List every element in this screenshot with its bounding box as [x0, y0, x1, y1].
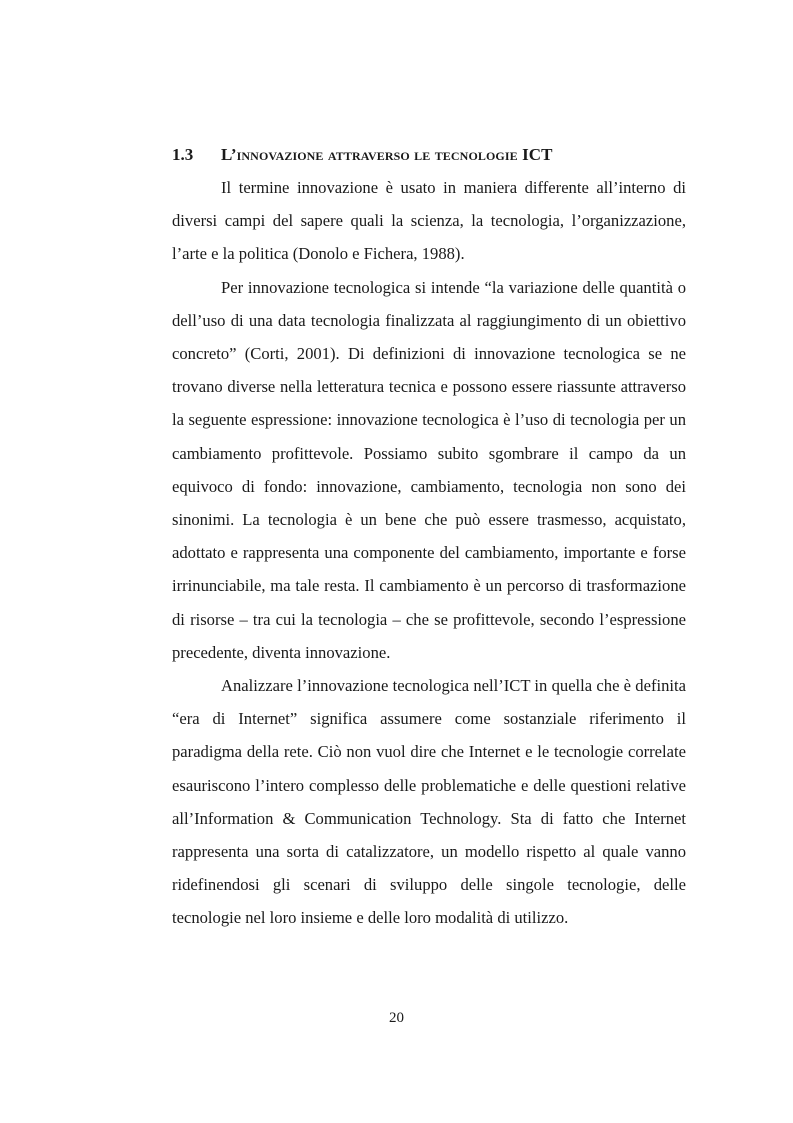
paragraph-2: Per innovazione tecnologica si intende “la variazione delle quantità o dell’uso di una data tecnologia finalizzata al raggiungimento di un obiettivo concreto” (Corti, 2001). Di definizioni di innovazione tecnologica se ne trovano diverse nella letteratura tecnica e possono essere riassunte attraverso la seguente espressione: innovazione tecnologica è l’uso di tecnologia per un cambiamento profittevole. Possiamo subito sgombrare il campo da un equivoco di fondo: innovazione, cambiamento, tecnologia non sono dei sinonimi. La tecnologia è un bene che può essere trasmesso, acquistato, adottato e rappresenta una componente del cambiamento, importante e forse irrinunciabile, ma tale resta. Il cambiamento è un percorso di trasformazione di risorse – tra cui la tecnologia – che se profittevole, secondo l’espressione precedente, diventa innovazione.	[172, 277, 686, 662]
page-number: 20	[389, 1010, 404, 1026]
paragraph-3: Analizzare l’innovazione tecnologica nell’ICT in quella che è definita “era di Internet” significa assumere come sostanziale riferimento il paradigma della rete. Ciò non vuol dire che Internet e le tecnologie correlate esauriscono l’intero complesso delle problematiche e delle questioni relative all’Information & Communication Technology. Sta di fatto che Internet rappresenta una sorta di catalizzatore, un modello rispetto al quale vanno ridefinendosi gli scenari di sviluppo delle singole tecnologie, delle tecnologie nel loro insieme e delle loro modalità di utilizzo.	[172, 676, 686, 928]
section-number: 1.3	[172, 145, 194, 164]
section-heading	[172, 140, 686, 170]
section-title: L’innovazione attraverso le tecnologie ICT	[221, 145, 553, 164]
body-text	[172, 171, 686, 935]
paragraph-1: Il termine innovazione è usato in maniera differente all’interno di diversi campi del sapere quali la scienza, la tecnologia, l’organizzazione, l’arte e la politica (Donolo e Fichera, 1988).	[172, 178, 686, 264]
